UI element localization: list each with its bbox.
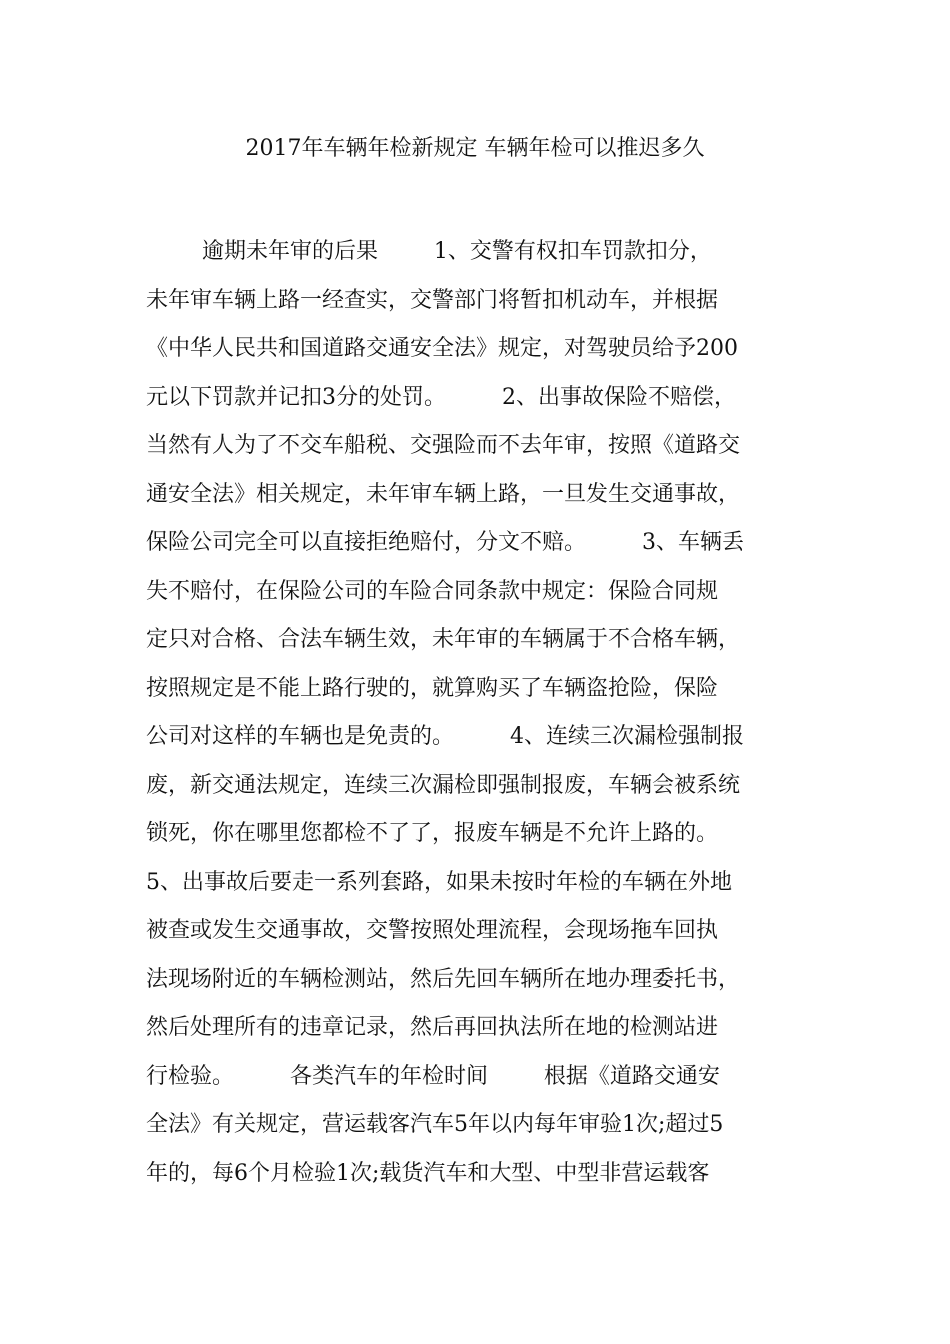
body-line: 通安全法》相关规定，未年审车辆上路，一旦发生交通事故， bbox=[146, 481, 741, 507]
body-line: 5、出事故后要走一系列套路，如果未按时年检的车辆在外地 bbox=[146, 869, 732, 895]
body-line: 元以下罚款并记扣3分的处罚。 2、出事故保险不赔偿， bbox=[146, 384, 736, 410]
body-line: 未年审车辆上路一经查实，交警部门将暂扣机动车，并根据 bbox=[146, 287, 719, 313]
body-line: 按照规定是不能上路行驶的，就算购买了车辆盗抢险，保险 bbox=[146, 675, 719, 701]
body-line: 年的，每6个月检验1次;载货汽车和大型、中型非营运载客 bbox=[146, 1160, 710, 1186]
body-line: 定只对合格、合法车辆生效，未年审的车辆属于不合格车辆， bbox=[146, 627, 741, 652]
body-line: 法现场附近的车辆检测站，然后先回车辆所在地办理委托书， bbox=[146, 966, 741, 992]
body-line: 然后处理所有的违章记录，然后再回执法所在地的检测站进 bbox=[146, 1015, 719, 1040]
body-line: 被查或发生交通事故，交警按照处理流程，会现场拖车回执 bbox=[146, 918, 719, 943]
body-line: 锁死，你在哪里您都检不了了，报废车辆是不允许上路的。 bbox=[146, 821, 719, 846]
body-line: 《中华人民共和国道路交通安全法》规定，对驾驶员给予200 bbox=[146, 336, 738, 361]
body-line: 保险公司完全可以直接拒绝赔付，分文不赔。 3、车辆丢 bbox=[146, 530, 744, 555]
body-line: 失不赔付，在保险公司的车险合同条款中规定：保险合同规 bbox=[146, 578, 719, 604]
body-line: 行检验。 各类汽车的年检时间 根据《道路交通安 bbox=[146, 1063, 720, 1089]
body-line: 废，新交通法规定，连续三次漏检即强制报废，车辆会被系统 bbox=[146, 772, 741, 798]
body-line: 当然有人为了不交车船税、交强险而不去年审，按照《道路交 bbox=[146, 433, 741, 458]
document-body bbox=[146, 228, 816, 1198]
body-line: 逾期未年审的后果 1、交警有权扣车罚款扣分， bbox=[146, 239, 712, 264]
body-line: 公司对这样的车辆也是免责的。 4、连续三次漏检强制报 bbox=[146, 724, 744, 749]
body-line: 全法》有关规定，营运载客汽车5年以内每年审验1次;超过5 bbox=[146, 1112, 724, 1137]
document-title: 2017年车辆年检新规定 车辆年检可以推迟多久 bbox=[245, 136, 705, 161]
